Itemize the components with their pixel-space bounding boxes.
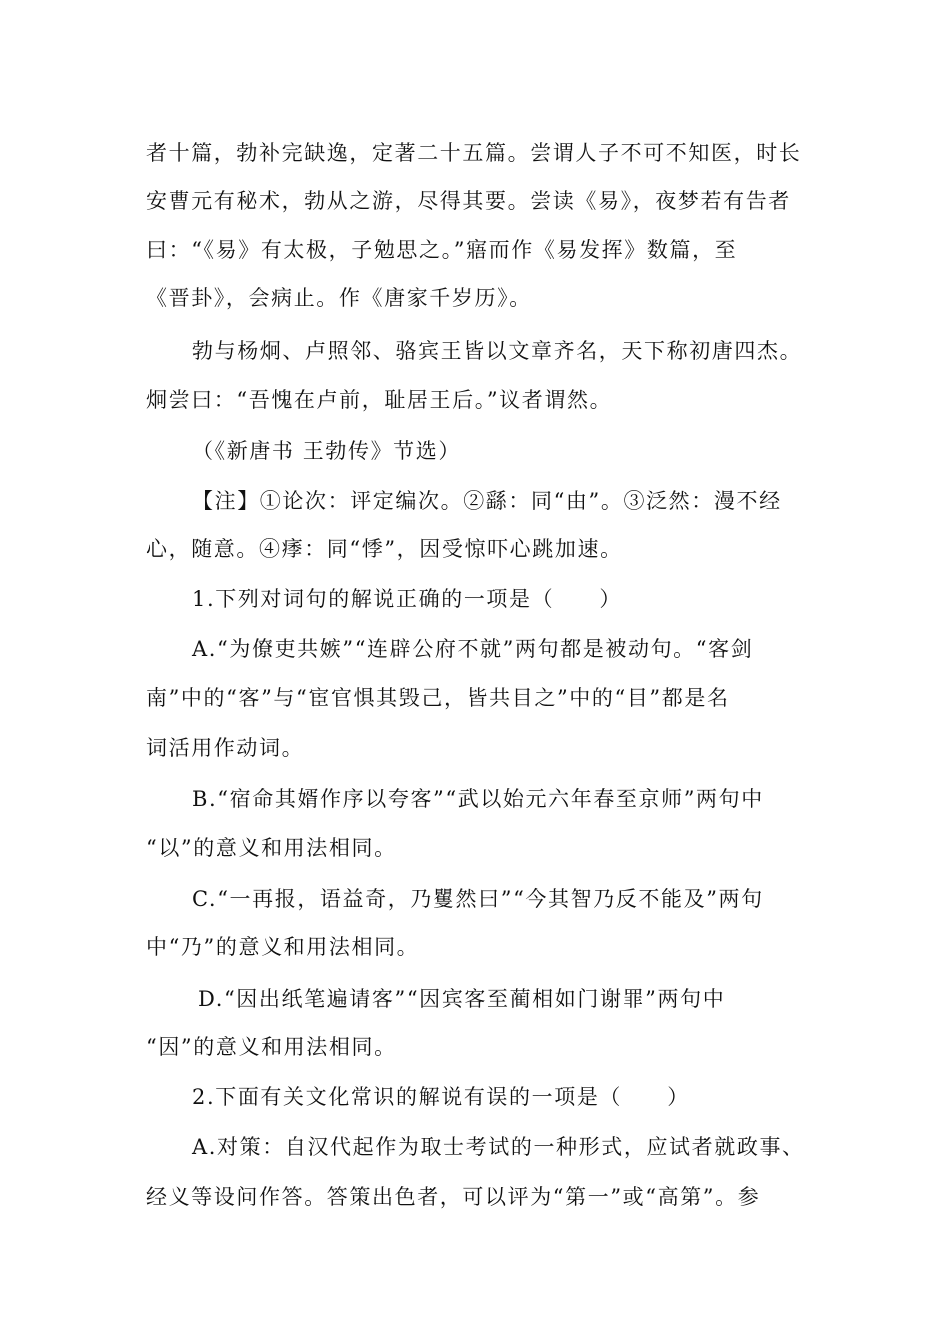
text-line-1: 者十篇，勃补完缺逸，定著二十五篇。尝谓人子不可不知医，时长 — [146, 141, 802, 165]
source-citation: （《新唐书 王勃传》节选） — [192, 439, 461, 463]
question-2-option-a-line-2: 经义等设问作答。答策出色者，可以评为“第一”或“高第”。参 — [146, 1185, 761, 1209]
question-1-option-a-line-1: A.“为僚吏共嫉”“连辟公府不就”两句都是被动句。“客剑 — [192, 637, 754, 661]
question-1-option-c-line-1: C.“一再报，语益奇，乃矍然曰”“今其智乃反不能及”两句 — [192, 887, 764, 911]
text-line-3: 曰：“《易》有太极，子勉思之。”寤而作《易发挥》数篇，至 — [146, 238, 738, 262]
question-2-option-a-line-1: A.对策：自汉代起作为取士考试的一种形式，应试者就政事、 — [192, 1135, 805, 1159]
question-1-option-b-line-2: “以”的意义和用法相同。 — [146, 836, 397, 860]
text-line-6: 炯尝曰：“吾愧在卢前，耻居王后。”议者谓然。 — [146, 388, 613, 412]
text-line-2: 安曹元有秘术，勃从之游，尽得其要。尝读《易》，夜梦若有告者 — [146, 189, 791, 213]
notes-line-1: 【注】①论次：评定编次。②繇：同“由”。③泛然：漫不经 — [192, 489, 782, 513]
question-1-stem: 1.下列对词句的解说正确的一项是（ ） — [192, 587, 623, 611]
question-1-option-a-line-3: 词活用作动词。 — [146, 736, 305, 760]
text-line-5: 勃与杨炯、卢照邻、骆宾王皆以文章齐名，天下称初唐四杰。 — [192, 339, 803, 363]
text-line-4: 《晋卦》，会病止。作《唐家千岁历》。 — [146, 286, 532, 310]
question-1-option-d-line-1: D.“因出纸笔遍请客”“因宾客至蔺相如门谢罪”两句中 — [198, 987, 726, 1011]
question-1-option-c-line-2: 中“乃”的意义和用法相同。 — [146, 935, 420, 959]
notes-line-2: 心，随意。④痵：同“悸”，因受惊吓心跳加速。 — [146, 537, 623, 561]
question-1-option-d-line-2: “因”的意义和用法相同。 — [146, 1035, 397, 1059]
question-1-option-a-line-2: 南”中的“客”与“宦官惧其毁己，皆共目之”中的“目”都是名 — [146, 686, 730, 710]
question-2-stem: 2.下面有关文化常识的解说有误的一项是（ ） — [192, 1085, 690, 1109]
question-1-option-b-line-1: B.“宿命其婿作序以夸客”“武以始元六年春至京师”两句中 — [192, 787, 764, 811]
